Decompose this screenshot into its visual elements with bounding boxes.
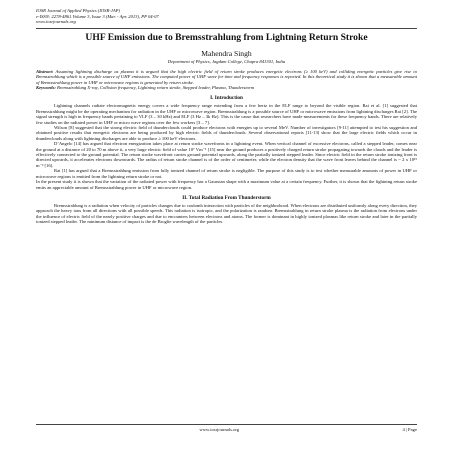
header-divider	[36, 28, 417, 29]
keywords	[36, 85, 417, 90]
paper-title: UHF Emission due to Bremsstrahlung from Lightning Return Stroke	[85, 31, 368, 43]
author-name: Mahendra Singh	[201, 48, 252, 58]
journal-website[interactable]: www.iosrjournals.org	[36, 19, 76, 25]
intro-paragraph: In the present study it is shown that the variation of the radiated power with frequency has a Gaussian shape with a maximum value at a certain frequency. Further, it is shown that the lightning return stroke emits an appreciable amount of Bremsstrahlung power in UHF or microwave region.	[36, 179, 417, 190]
journal-header	[36, 8, 417, 25]
keywords-text: Bremsstrahlung X-ray, Collision frequency, Lightning return stroke, Stepped leader, Plasma, Thunderstorm	[55, 85, 255, 90]
page-footer	[36, 424, 417, 432]
keywords-label: Keywords:	[36, 85, 56, 90]
intro-paragraph: Lightning channels radiate electromagnetic energy covers a wide frequency range extending from a few hertz in the ELF range to beyond the visible region. Rai et al. [1] suggested that Bremsstrahlung might be the operating mechanism for radiation in the UHF or microwave region. Bremsstrahlung is a possible source of UHF or microwave emissions from lightning discharges Rai [2]. The signal strength is high in frequency bands pertaining to VLF (3 – 30 kHz) and ELF (3 Hz – 3k Hz). This is the cause that researchers have made measurements for these frequency bands. There are relatively few studies on the radiated power in UHF or micro wave regions over the few workers [3 – 7].	[36, 103, 417, 125]
intro-paragraph: Rai [1] has argued that a Bremsstrahlung emission from fully ionized channel of return stroke is negligible. The purpose of this study is to test whether measurable amounts of power in UHF or microwave regions is emitted from the lightning return stroke or not.	[36, 168, 417, 179]
abstract-label: Abstract:	[36, 68, 54, 74]
intro-paragraph: Wilson [8] suggested that the strong electric field of thunderclouds could produce electrons with energies up to several MeV. Number of investigators [9-11] attempted to test his suggestion and obtained positive results that energetic electrons are being produced by high electric fields of thunderclouds. Several observational reports [11-13] show that the large electric fields which occur in thunderclouds along with lightning discharges are able to produce ≥ 100 keV electrons.	[36, 125, 417, 141]
abstract-text: Assuming lightning discharge as plasma it is argued that the high electric field of return stroke produces energetic electrons (≥ 100 keV) and colliding energetic particles give rise to Bremsstrahlung which is a possible source of UHF emissions. The computed power of UHF wave for time and frequency responses is reported. In this theoretical study it is shown that a measurable amount of Bremsstrahlung power in UHF or microwave regions is generated by return stroke.	[36, 68, 417, 85]
abstract	[36, 69, 417, 85]
author-affiliation: Department of Physics, Jagdam College, Chapra 841301, India	[167, 58, 286, 64]
section-heading-introduction: I. Introduction	[210, 95, 243, 102]
intro-paragraph: D’Angelo [14] has argued that electron energization takes place at return stroke wavefronts in a lightning event. When vertical channel of excessive electrons, called a stepped leader, comes near the ground at a distance of 20 to 70 m above it, a very large electric field of value 10⁷ Vm⁻¹ [15] near the ground produces a positively charged return stroke propagating towards the clouds and the leader is effectively connected to the ground potential. The return stroke wavefront carries ground potential upwards, along the partially ionized stepped leader. Since electric field in the return stroke ionizing front is directed upwards, it accelerates electrons downwards. The radius of return stroke channel is of the order of centimeter, while the electron density that the wave front leaves behind the channel is ~ 2 x 10¹⁵ m⁻³ [16].	[36, 141, 417, 168]
footer-website[interactable]: www.iosrjournals.org	[199, 427, 240, 432]
footer-divider	[36, 424, 417, 425]
page-number: 4 | Page	[402, 427, 417, 432]
journal-issn-volume: e-ISSN: 2278-4861.Volume 3, Issue 3 (Mar. - Apr. 2013), PP 04-07	[36, 13, 159, 19]
journal-name: IOSR Journal of Applied Physics (IOSR-JAP)	[36, 8, 120, 13]
section-heading-total-radiation: II. Total Radiation From Thunderstorm	[182, 194, 271, 201]
section2-paragraph: Bremsstrahlung is a radiation when velocity of particles changes due to coulomb interaction with particles of the neighborhood. When electrons are distributed uniformly along every direction, they approach the heavy ions from all directions with all possible speeds. This radiation is isotropic, and the polarization is random. Bremsstrahlung in return stroke plasma is the radiation from electrons under the influence of electric field of the nearly positive charges and due to encounters between electrons and atoms. The former is dominant in highly ionized plasmas like return stroke and later in the partially ionized stepped leader. The minimum distance of impact is the de Broglie wavelength of the particles.	[36, 202, 417, 225]
